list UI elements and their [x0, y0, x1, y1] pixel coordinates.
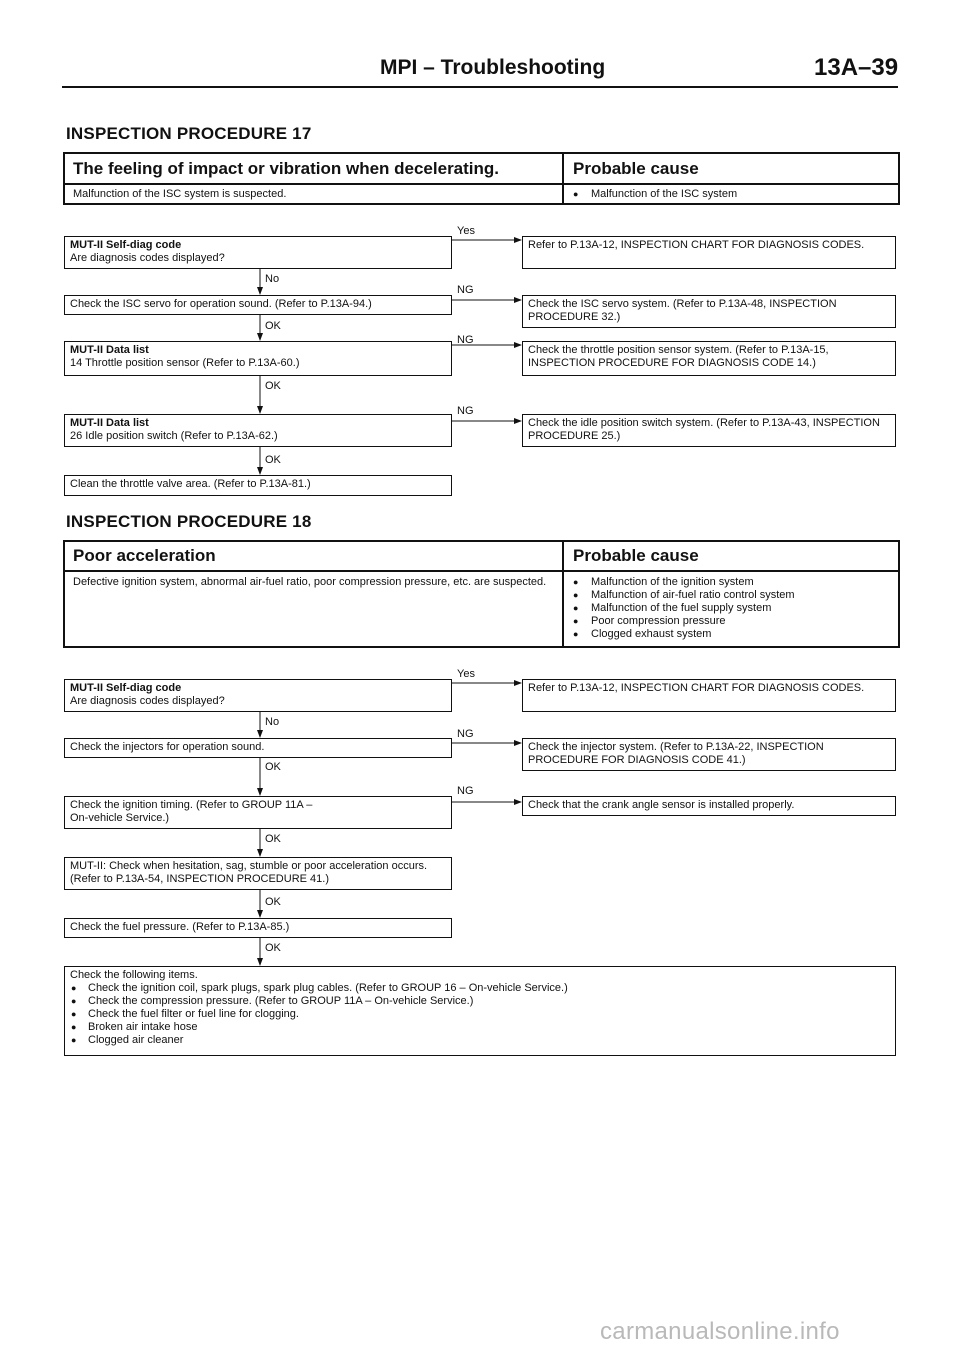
cause-item: ● Clogged exhaust system: [569, 628, 889, 641]
checklist-item: ● Check the fuel filter or fuel line for clogging.: [70, 1008, 890, 1021]
page-header-title: MPI – Troubleshooting: [380, 56, 606, 79]
p17-step-idle-switch-datalist: [64, 414, 452, 447]
down-label-ok: OK: [265, 380, 281, 392]
cause-list: [569, 576, 889, 641]
symptom-text: Malfunction of the ISC system is suspected.: [73, 188, 287, 200]
p18-step-fuel-pressure: [64, 918, 452, 938]
step-heading: MUT-II Data list: [70, 417, 149, 429]
step-text: 26 Idle position switch (Refer to P.13A-62.): [70, 430, 278, 442]
step-text: Check the fuel pressure. (Refer to P.13A-85.): [70, 921, 290, 933]
table-row-divider: [65, 183, 898, 185]
p18-step-mut-hesitation: [64, 857, 452, 890]
p18-step-injectors: [64, 738, 452, 758]
result-text: Check the ISC servo system. (Refer to P.13A-48, INSPECTION PROCEDURE 32.): [528, 298, 837, 323]
p17-step-selfdiag: [64, 236, 452, 269]
cause-item: ● Malfunction of the fuel supply system: [569, 602, 889, 615]
branch-label-ng: NG: [457, 284, 474, 296]
procedure-17-title: INSPECTION PROCEDURE 17: [66, 124, 312, 143]
down-label-ok: OK: [265, 896, 281, 908]
branch-label-yes: Yes: [457, 668, 475, 680]
cause-list: [569, 188, 889, 201]
procedure-18-title: INSPECTION PROCEDURE 18: [66, 512, 312, 531]
table-column-divider: [562, 542, 564, 646]
step-text: Are diagnosis codes displayed?: [70, 252, 225, 264]
cause-item: ● Malfunction of air-fuel ratio control system: [569, 589, 889, 602]
p18-result-injector: [522, 738, 896, 771]
p18-step-selfdiag: [64, 679, 452, 712]
result-text: Refer to P.13A-12, INSPECTION CHART FOR DIAGNOSIS CODES.: [528, 682, 865, 694]
branch-label-ng: NG: [457, 405, 474, 417]
down-label-ok: OK: [265, 454, 281, 466]
result-text: Check the throttle position sensor system. (Refer to P.13A-15, INSPECTION PROCEDURE FOR DIAGNOSIS CODE 14.): [528, 344, 829, 369]
down-label-no: No: [265, 273, 280, 285]
p17-result-diag-chart: [522, 236, 896, 269]
cause-item: ● Malfunction of the ISC system: [569, 188, 889, 201]
watermark: carmanualsonline.info: [600, 1318, 840, 1345]
down-label-no: No: [265, 716, 280, 728]
step-heading: MUT-II Self-diag code: [70, 682, 182, 694]
down-label-ok: OK: [265, 320, 281, 332]
p18-final-checklist: [64, 966, 896, 1056]
p17-step-isc-servo: [64, 295, 452, 315]
procedure-17-table: [63, 152, 900, 205]
p18-result-diag-chart: [522, 679, 896, 712]
symptom-header: The feeling of impact or vibration when decelerating.: [73, 159, 500, 178]
branch-label-ng: NG: [457, 785, 474, 797]
cause-header: Probable cause: [573, 159, 699, 178]
page-number: 13A–39: [814, 54, 899, 81]
result-text: Refer to P.13A-12, INSPECTION CHART FOR DIAGNOSIS CODES.: [528, 239, 865, 251]
branch-label-yes: Yes: [457, 225, 475, 237]
cause-header: Probable cause: [573, 546, 699, 565]
down-label-ok: OK: [265, 761, 281, 773]
down-label-ok: OK: [265, 942, 281, 954]
cause-item: ● Malfunction of the ignition system: [569, 576, 889, 589]
header-rule: [62, 86, 898, 88]
branch-label-ng: NG: [457, 334, 474, 346]
symptom-header: Poor acceleration: [73, 546, 216, 565]
checklist-intro: Check the following items.: [70, 969, 198, 981]
checklist-item: ● Clogged air cleaner: [70, 1034, 890, 1047]
p18-step-ignition-timing: [64, 796, 452, 829]
checklist-item: ● Broken air intake hose: [70, 1021, 890, 1034]
p17-step-tps-datalist: [64, 341, 452, 376]
checklist-item: ● Check the ignition coil, spark plugs, spark plug cables. (Refer to GROUP 16 – On-vehicle Service.): [70, 982, 890, 995]
checklist-item: ● Check the compression pressure. (Refer to GROUP 11A – On-vehicle Service.): [70, 995, 890, 1008]
procedure-18-table: [63, 540, 900, 648]
p17-step-clean-throttle: [64, 475, 452, 496]
branch-label-ng: NG: [457, 728, 474, 740]
result-text: Check the injector system. (Refer to P.13A-22, INSPECTION PROCEDURE FOR DIAGNOSIS CODE 41.): [528, 741, 824, 766]
step-text: Are diagnosis codes displayed?: [70, 695, 225, 707]
step-text: Check the ISC servo for operation sound. (Refer to P.13A-94.): [70, 298, 372, 310]
step-text: Clean the throttle valve area. (Refer to P.13A-81.): [70, 478, 311, 490]
result-text: Check that the crank angle sensor is installed properly.: [528, 799, 795, 811]
p17-result-idle-switch: [522, 414, 896, 447]
result-text: Check the idle position switch system. (Refer to P.13A-43, INSPECTION PROCEDURE 25.): [528, 417, 880, 442]
step-heading: MUT-II Data list: [70, 344, 149, 356]
p17-result-isc-servo: [522, 295, 896, 328]
step-text: MUT-II: Check when hesitation, sag, stumble or poor acceleration occurs. (Refer to P.13A-54, INSPECTION PROCEDURE 41.): [70, 860, 428, 885]
table-row-divider: [65, 570, 898, 572]
symptom-text: Defective ignition system, abnormal air-fuel ratio, poor compression pressure, etc. are suspected.: [73, 576, 547, 588]
step-text: Check the injectors for operation sound.: [70, 741, 265, 753]
step-heading: MUT-II Self-diag code: [70, 239, 182, 251]
down-label-ok: OK: [265, 833, 281, 845]
p17-result-tps: [522, 341, 896, 376]
p18-result-crank-sensor: [522, 796, 896, 816]
table-column-divider: [562, 154, 564, 203]
step-text: Check the ignition timing. (Refer to GROUP 11A – On-vehicle Service.): [70, 799, 313, 824]
step-text: 14 Throttle position sensor (Refer to P.13A-60.): [70, 357, 300, 369]
cause-item: ● Poor compression pressure: [569, 615, 889, 628]
